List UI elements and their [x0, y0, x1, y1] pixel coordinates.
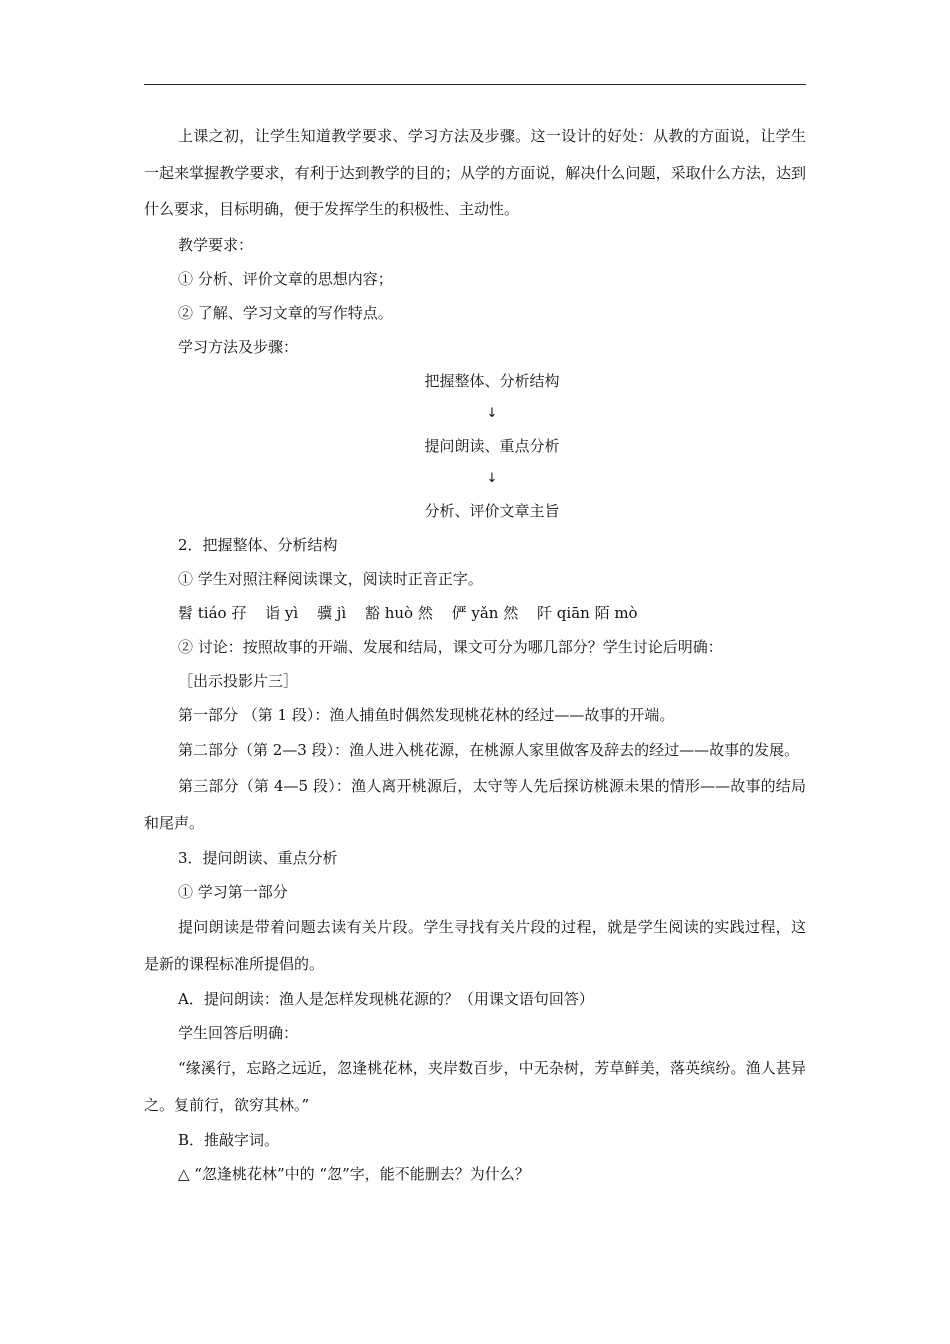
pinyin-entry: 俨 yǎn 然	[451, 603, 519, 622]
section-2-heading: 2．把握整体、分析结构	[178, 535, 338, 554]
section-3-item-1: ① 学习第一部分	[178, 883, 288, 901]
pinyin-row	[144, 596, 806, 630]
pinyin-entry: 髫 tiáo 孖	[178, 603, 247, 622]
section-2-item-1: ① 学生对照注释阅读课文，阅读时正音正字。	[178, 569, 483, 588]
part-1: 第一部分 （第 1 段）：渔人捕鱼时偶然发现桃花林的经过——故事的开端。	[178, 705, 675, 724]
part-2: 第二部分（第 2—3 段）：渔人进入桃花源，在桃源人家里做客及辞去的经过——故事的发展。	[178, 740, 800, 759]
section-2-item-2: ② 讨论：按照故事的开端、发展和结局，课文可分为哪几部分？学生讨论后明确：	[178, 637, 723, 656]
slide-note: ［出示投影片三］	[178, 671, 299, 690]
section-3-paragraph: 提问朗读是带着问题去读有关片段。学生寻找有关片段的过程，就是学生阅读的实践过程，这是新的课程标准所提倡的。	[144, 918, 806, 973]
flow-step: 提问朗读、重点分析	[424, 436, 560, 455]
flow-step: 分析、评价文章主旨	[424, 501, 560, 520]
question-a: A．提问朗读：渔人是怎样发现桃花源的？（用课文语句回答）	[178, 990, 594, 1008]
header-rule	[144, 84, 806, 85]
item-b: B．推敲字词。	[178, 1131, 280, 1149]
teaching-requirements-heading: 教学要求：	[178, 235, 254, 254]
down-arrow-icon: ↓	[486, 405, 498, 421]
flow-step: 把握整体、分析结构	[424, 371, 560, 390]
section-3-heading: 3．提问朗读、重点分析	[178, 849, 338, 867]
document-body	[144, 118, 806, 1191]
pinyin-entry: 骥 jì	[316, 603, 347, 622]
teaching-requirement-item: ① 分析、评价文章的思想内容；	[178, 269, 393, 288]
teaching-requirement-item: ② 了解、学习文章的写作特点。	[178, 303, 393, 322]
text-quote: “缘溪行，忘路之远近，忽逢桃花林，夹岸数百步，中无杂树，芳草鲜美，落英缤纷。渔人甚异之。复前行，欲穷其林。”	[144, 1059, 806, 1114]
part-3: 第三部分（第 4—5 段）：渔人离开桃源后，太守等人先后探访桃源未果的情形——故事的结局和尾声。	[144, 777, 806, 832]
down-arrow-icon: ↓	[486, 470, 498, 486]
pinyin-entry: 阡 qiān 陌 mò	[537, 603, 638, 622]
answer-intro: 学生回答后明确：	[178, 1024, 299, 1042]
intro-paragraph: 上课之初，让学生知道教学要求、学习方法及步骤。这一设计的好处：从教的方面说，让学生一起来掌握教学要求，有利于达到教学的目的；从学的方面说，解决什么问题，采取什么方法，达到什么要求，目标明确，便于发挥学生的积极性、主动性。	[144, 127, 806, 218]
methods-heading: 学习方法及步骤：	[178, 337, 299, 356]
pinyin-entry: 诣 yì	[265, 603, 299, 622]
triangle-question: △ “忽逢桃花林”中的 “忽”字，能不能删去？为什么？	[178, 1165, 530, 1183]
pinyin-entry: 豁 huò 然	[364, 603, 433, 622]
